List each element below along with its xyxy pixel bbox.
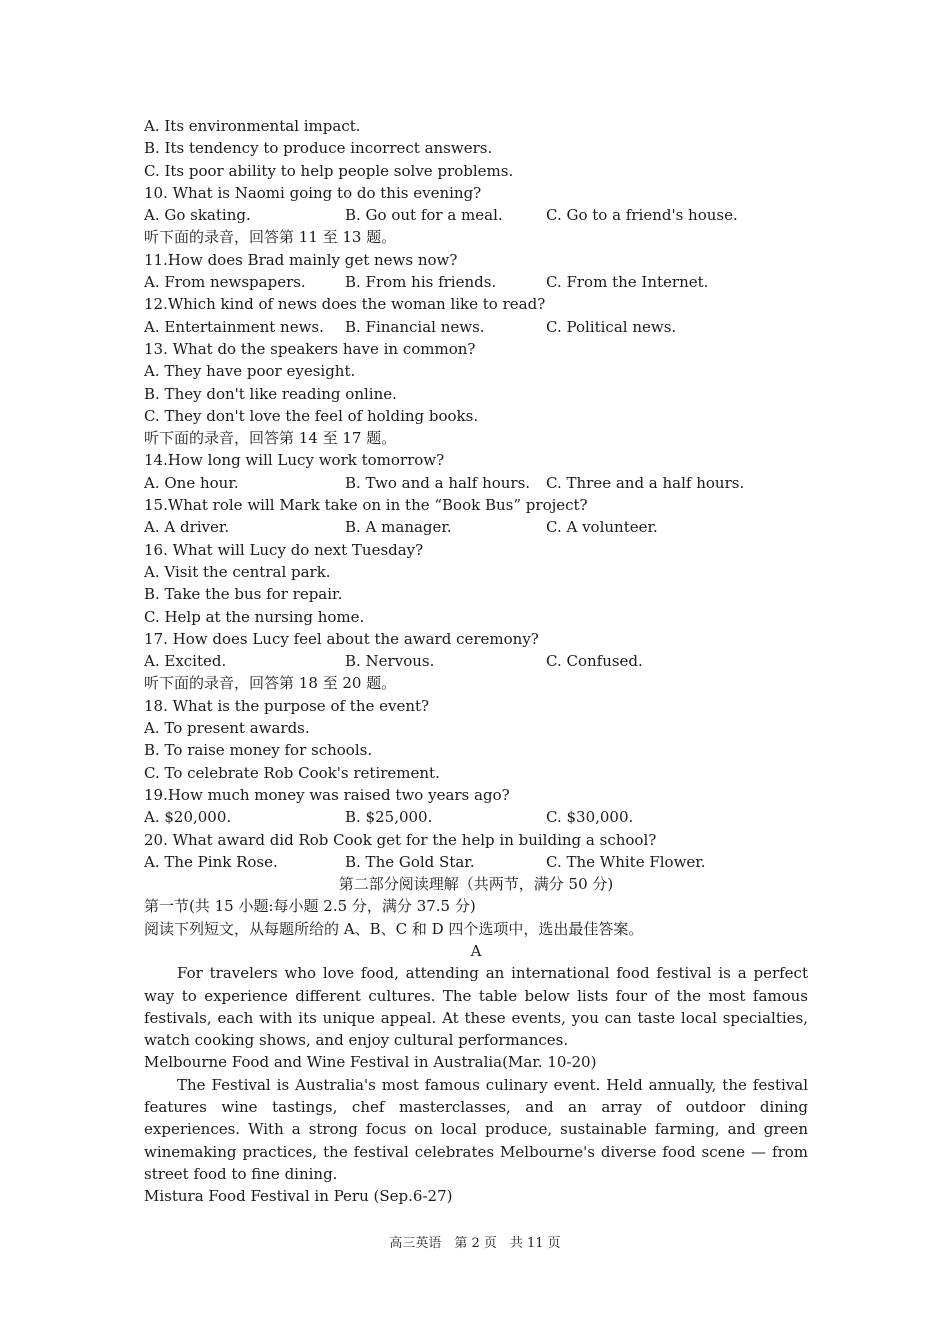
option-a: A. Go skating. bbox=[144, 206, 251, 225]
q16-option-a: A. Visit the central park. bbox=[144, 562, 331, 581]
option-c: C. Confused. bbox=[546, 652, 643, 671]
q20-options bbox=[144, 851, 808, 873]
question-16: 16. What will Lucy do next Tuesday? bbox=[144, 540, 424, 559]
q16-option-b: B. Take the bus for repair. bbox=[144, 585, 343, 604]
reading-instructions: 阅读下列短文，从每题所给的 A、B、C 和 D 四个选项中，选出最佳答案。 bbox=[144, 919, 644, 938]
option-a: A. $20,000. bbox=[144, 808, 232, 827]
option-c: C. Go to a friend's house. bbox=[546, 206, 738, 225]
option-b: B. Financial news. bbox=[345, 317, 485, 336]
option-a: A. Entertainment news. bbox=[144, 317, 324, 336]
q13-option-b: B. They don't like reading online. bbox=[144, 384, 397, 403]
option-a: A. A driver. bbox=[144, 518, 230, 537]
listen-instruction-11-13: 听下面的录音，回答第 11 至 13 题。 bbox=[144, 228, 397, 247]
q10-options bbox=[144, 204, 808, 226]
option-b: B. Nervous. bbox=[345, 652, 435, 671]
question-12: 12.Which kind of news does the woman like to read? bbox=[144, 295, 546, 314]
option-a: A. From newspapers. bbox=[144, 273, 306, 292]
option-c: C. A volunteer. bbox=[546, 518, 658, 537]
option-b: B. Two and a half hours. bbox=[345, 473, 531, 492]
q13-option-c: C. They don't love the feel of holding books. bbox=[144, 406, 479, 425]
melbourne-heading: Melbourne Food and Wine Festival in Australia(Mar. 10-20) bbox=[144, 1053, 597, 1072]
q9-option-a: A. Its environmental impact. bbox=[144, 117, 361, 135]
intro-paragraph: For travelers who love food, attending an international food festival is a perfect way to experience different cultures. The table below lists four of the most famous festivals, each with its unique appeal. At these events, you can taste local specialties, watch cooking shows, and enjoy cultural performances. bbox=[144, 964, 808, 1050]
question-15: 15.What role will Mark take on in the “Book Bus” project? bbox=[144, 496, 588, 515]
question-13: 13. What do the speakers have in common? bbox=[144, 339, 476, 358]
question-11: 11.How does Brad mainly get news now? bbox=[144, 250, 458, 269]
option-b: B. The Gold Star. bbox=[345, 852, 475, 871]
option-b: B. From his friends. bbox=[345, 273, 497, 292]
mistura-heading: Mistura Food Festival in Peru (Sep.6-27) bbox=[144, 1187, 453, 1206]
question-14: 14.How long will Lucy work tomorrow? bbox=[144, 451, 445, 470]
part-two-title: 第二部分阅读理解（共两节，满分 50 分) bbox=[338, 875, 614, 894]
q13-option-a: A. They have poor eyesight. bbox=[144, 362, 356, 381]
listen-instruction-14-17: 听下面的录音，回答第 14 至 17 题。 bbox=[144, 429, 397, 448]
question-17: 17. How does Lucy feel about the award ceremony? bbox=[144, 629, 539, 648]
q18-option-c: C. To celebrate Rob Cook's retirement. bbox=[144, 763, 440, 782]
option-c: C. $30,000. bbox=[546, 808, 634, 827]
q9-option-b: B. Its tendency to produce incorrect answers. bbox=[144, 139, 493, 158]
q14-options bbox=[144, 472, 808, 494]
option-c: C. Political news. bbox=[546, 317, 677, 336]
option-b: B. Go out for a meal. bbox=[345, 206, 503, 225]
section-one-heading: 第一节(共 15 小题:每小题 2.5 分，满分 37.5 分) bbox=[144, 897, 476, 916]
question-20: 20. What award did Rob Cook get for the help in building a school? bbox=[144, 830, 657, 849]
melbourne-paragraph: The Festival is Australia's most famous culinary event. Held annually, the festival features wine tastings, chef masterclasses, and an array of outdoor dining experiences. With a strong focus on local produce, sustainable farming, and green winemaking practices, the festival celebrates Melbourne's diverse food scene — from street food to fine dining. bbox=[144, 1075, 808, 1183]
listen-instruction-18-20: 听下面的录音，回答第 18 至 20 题。 bbox=[144, 674, 397, 693]
question-18: 18. What is the purpose of the event? bbox=[144, 696, 430, 715]
exam-page bbox=[144, 115, 808, 1208]
q16-option-c: C. Help at the nursing home. bbox=[144, 607, 365, 626]
q12-options bbox=[144, 316, 808, 338]
q15-options bbox=[144, 516, 808, 538]
option-c: C. Three and a half hours. bbox=[546, 473, 745, 492]
option-c: C. The White Flower. bbox=[546, 852, 706, 871]
q11-options bbox=[144, 271, 808, 293]
option-a: A. One hour. bbox=[144, 473, 239, 492]
q19-options bbox=[144, 806, 808, 828]
option-c: C. From the Internet. bbox=[546, 273, 709, 292]
q9-option-c: C. Its poor ability to help people solve problems. bbox=[144, 161, 514, 180]
q18-option-a: A. To present awards. bbox=[144, 719, 310, 738]
q18-option-b: B. To raise money for schools. bbox=[144, 741, 373, 760]
option-b: B. A manager. bbox=[345, 518, 452, 537]
page-footer: 高三英语 第 2 页 共 11 页 bbox=[389, 1236, 561, 1251]
q17-options bbox=[144, 650, 808, 672]
option-b: B. $25,000. bbox=[345, 808, 433, 827]
question-19: 19.How much money was raised two years ago? bbox=[144, 785, 510, 804]
passage-letter: A bbox=[470, 941, 482, 960]
question-10: 10. What is Naomi going to do this evening? bbox=[144, 183, 482, 202]
option-a: A. The Pink Rose. bbox=[144, 852, 278, 871]
option-a: A. Excited. bbox=[144, 652, 227, 671]
